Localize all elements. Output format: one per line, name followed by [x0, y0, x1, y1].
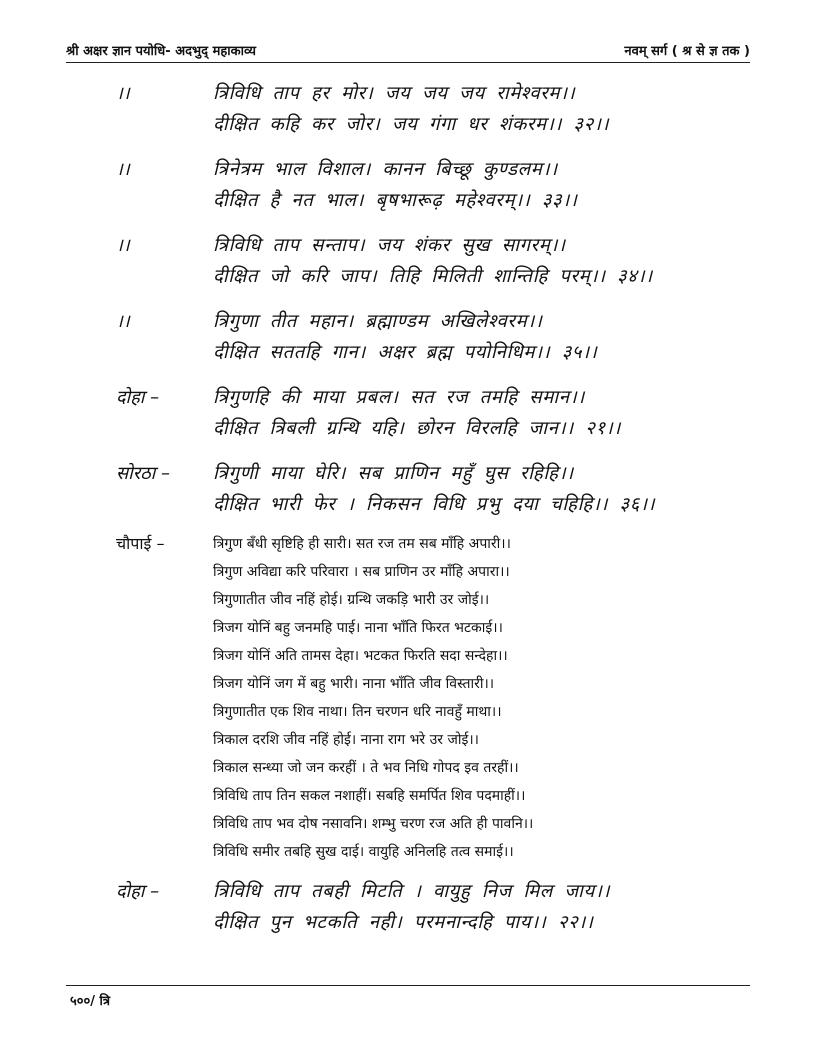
verse-line: त्रिगुणा तीत महान। ब्रह्माण्डम अखिलेश्वरम।।	[213, 311, 543, 332]
stanza	[116, 78, 716, 140]
chaupai-line: त्रिगुण बँधी सृष्टिहि ही सारी। सत रज तम सब माँहि अपारी।।	[213, 536, 511, 552]
stanza-label: ।।	[116, 83, 130, 104]
chaupai-line: त्रिविधि ताप भव दोष नसावनि। शम्भु चरण रज अति ही पावनि।।	[213, 816, 534, 832]
verse-line: त्रिविधि ताप हर मोर। जय जय जय रामेश्वरम।।	[213, 83, 576, 104]
chaupai-line: त्रिजग योनिं जग में बहु भारी। नाना भाँति जीव विस्तारी।।	[213, 676, 495, 692]
footer-divider	[66, 985, 750, 986]
verse-content	[116, 78, 716, 938]
doha-stanza	[116, 382, 716, 444]
verse-line: दीक्षित है नत भाल। बृषभारूढ़ महेश्वरम्।। ३३।।	[213, 190, 578, 211]
chaupai-line: त्रिगुणातीत एक शिव नाथा। तिन चरणन धरि नावहुँ माथा।।	[213, 704, 502, 720]
verse-line: दीक्षित कहि कर जोर। जय गंगा धर शंकरम।। ३२।।	[213, 114, 610, 135]
sortha-label: सोरठा –	[116, 463, 171, 484]
stanza	[116, 306, 716, 368]
chaupai-label: चौपाई –	[116, 534, 165, 553]
page-header	[66, 38, 750, 63]
verse-line: दीक्षित सततहि गान। अक्षर ब्रह्म पयोनिधिम।। ३५।।	[213, 342, 598, 363]
chaupai-line: त्रिजग योनिं अति तामस देहा। भटकत फिरति सदा सन्देहा।।	[213, 648, 508, 664]
stanza-label: ।।	[116, 311, 130, 332]
chaupai-line: त्रिविधि समीर तबहि सुख दाई। वायुहि अनिलहि तत्व समाई।।	[213, 844, 514, 860]
verse-line: दीक्षित पुन भटकति नही। परमनान्दहि पाय।। २२।।	[213, 912, 594, 933]
chaupai-line: त्रिविधि ताप तिन सकल नशाहीं। सबहि समर्पित शिव पदमाहीं।।	[213, 788, 526, 804]
sortha-stanza	[116, 458, 716, 520]
chapter-title: नवम् सर्ग ( श्र से ज्ञ तक )	[624, 44, 750, 59]
chaupai-line: त्रिजग योनिं बहु जनमहि पाई। नाना भाँति फिरत भटकाई।।	[213, 620, 503, 636]
chaupai-line: त्रिकाल दरशि जीव नहिं होई। नाना राग भरे उर जोई।।	[213, 732, 479, 748]
chaupai-line: त्रिगुण अविद्या करि परिवारा । सब प्राणिन उर माँहि अपारा।।	[213, 564, 510, 580]
stanza	[116, 154, 716, 216]
verse-line: त्रिगुणहि की माया प्रबल। सत रज तमहि समान।।	[213, 387, 585, 408]
chaupai-stanza	[116, 530, 716, 866]
chaupai-line: त्रिगुणातीत जीव नहिं होई। ग्रन्थि जकड़ि भारी उर जोई।।	[213, 592, 490, 608]
doha-stanza	[116, 876, 716, 938]
stanza	[116, 230, 716, 292]
verse-line: त्रिनेत्रम भाल विशाल। कानन बिच्छू कुण्डलम।।	[213, 159, 558, 180]
chaupai-line: त्रिकाल सन्ध्या जो जन करहीं । ते भव निधि गोपद इव तरहीं।।	[213, 760, 519, 776]
verse-line: त्रिविधि ताप सन्ताप। जय शंकर सुख सागरम्।।	[213, 235, 566, 256]
stanza-label: ।।	[116, 159, 130, 180]
doha-label: दोहा –	[116, 881, 160, 902]
verse-line: त्रिगुणी माया घेरि। सब प्राणिन महुँ घुस रहिहि।।	[213, 463, 574, 484]
verse-line: दीक्षित जो करि जाप। तिहि मिलिती शान्तिहि परम्।। ३४।।	[213, 266, 653, 287]
verse-line: दीक्षित त्रिबली ग्रन्थि यहि। छोरन विरलहि जान।। २१।।	[213, 418, 621, 439]
page-number: ५००/ त्रि	[70, 994, 111, 1009]
book-title: श्री अक्षर ज्ञान पयोधि- अदभुद् महाकाव्य	[66, 44, 256, 59]
doha-label: दोहा –	[116, 387, 160, 408]
stanza-label: ।।	[116, 235, 130, 256]
verse-line: त्रिविधि ताप तबही मिटति । वायुहु निज मिल जाय।।	[213, 881, 611, 902]
verse-line: दीक्षित भारी फेर । निकसन विधि प्रभु दया चहिहि।। ३६।।	[213, 494, 656, 515]
